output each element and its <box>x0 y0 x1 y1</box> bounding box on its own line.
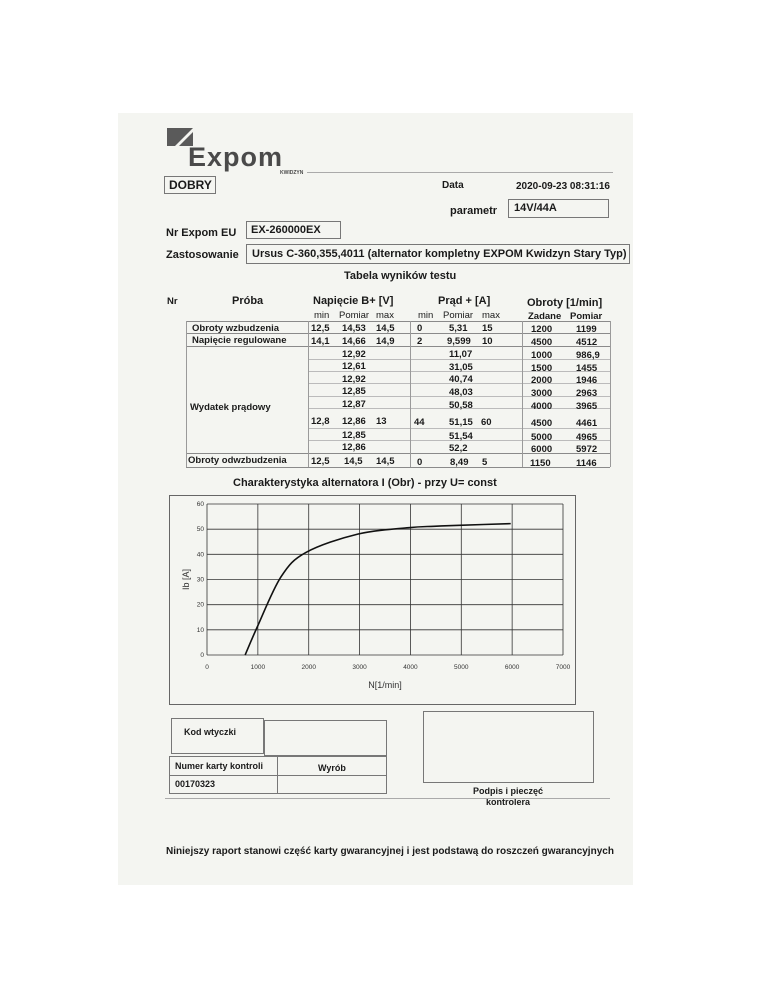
nr-label: Nr Expom EU <box>166 227 237 239</box>
brand-sub: KWIDZYN <box>280 170 304 176</box>
disclaimer: Niniejszy raport stanowi część karty gwarancyjnej i jest podstawą do roszczeń gwarancyjnych <box>166 846 614 857</box>
cell-rset: 2000 <box>531 375 553 386</box>
output-imax: 60 <box>481 417 492 428</box>
cell-imin: 0 <box>417 323 423 334</box>
cell-rset: 1000 <box>531 350 553 361</box>
sub-imin: min <box>418 310 434 321</box>
cell-r: 1199 <box>576 324 597 335</box>
sub-rpomiar: Pomiar <box>570 311 603 322</box>
card-label: Numer karty kontroli <box>175 761 264 771</box>
cell-rset: 3000 <box>531 388 553 399</box>
cell-rset: 1500 <box>531 363 553 374</box>
brand-name: Expom <box>188 142 284 172</box>
cell-imax: 5 <box>482 457 488 468</box>
cell-vmin: 12,5 <box>311 323 330 334</box>
y-tick-label: 20 <box>196 601 204 609</box>
output-row-name: Wydatek prądowy <box>190 402 271 413</box>
cell-rset: 4500 <box>531 418 553 429</box>
param-label: parametr <box>450 205 498 217</box>
cell-i: 11,07 <box>449 349 473 360</box>
cell-r: 1455 <box>576 363 598 374</box>
col-current: Prąd + [A] <box>438 295 491 307</box>
y-tick-label: 10 <box>196 626 204 634</box>
cell-v: 12,85 <box>342 430 366 441</box>
signature-box <box>423 711 594 783</box>
col-rpm: Obroty [1/min] <box>527 297 603 309</box>
cell-imin: 2 <box>417 336 423 347</box>
use-value: Ursus C-360,355,4011 (alternator kompletny EXPOM Kwidzyn Stary Typ) <box>252 248 627 260</box>
cell-v: 12,86 <box>342 442 366 453</box>
row-name: Obroty odwzbudzenia <box>188 455 287 466</box>
cell-i: 52,2 <box>449 443 468 454</box>
cell-i: 8,49 <box>450 457 469 468</box>
cell-vmin: 14,1 <box>311 336 330 347</box>
cell-r: 2963 <box>576 388 598 399</box>
plug-label: Kod wtyczki <box>184 727 237 737</box>
cell-v: 12,61 <box>342 361 366 372</box>
sub-zadane: Zadane <box>528 311 562 322</box>
cell-r: 1946 <box>576 375 598 386</box>
sub-vmax: max <box>376 310 394 321</box>
output-imin: 44 <box>414 417 425 428</box>
y-tick-label: 50 <box>196 526 204 534</box>
cell-rset: 5000 <box>531 432 553 443</box>
y-axis-label: Ib [A] <box>181 568 191 591</box>
cell-v: 12,86 <box>342 416 366 427</box>
cell-vmin: 12,5 <box>311 456 330 467</box>
chart-title: Charakterystyka alternatora I (Obr) - przy U= const <box>233 477 497 489</box>
y-tick-label: 60 <box>196 501 204 508</box>
sub-vmin: min <box>314 310 330 321</box>
cell-r: 4461 <box>576 418 598 429</box>
cell-i: 40,74 <box>449 374 473 385</box>
card-value: 00170323 <box>175 779 216 789</box>
cell-i: 31,05 <box>449 362 473 373</box>
cell-v: 12,85 <box>342 386 366 397</box>
table-title: Tabela wyników testu <box>344 270 457 282</box>
sub-ipomiar: Pomiar <box>443 310 474 321</box>
cell-r: 4512 <box>576 337 598 348</box>
cell-v: 12,87 <box>342 399 366 410</box>
cell-i: 9,599 <box>447 336 471 347</box>
col-nr: Nr <box>167 296 178 307</box>
cell-r: 5972 <box>576 444 598 455</box>
cell-i: 51,15 <box>449 417 473 428</box>
cell-rset: 6000 <box>531 444 553 455</box>
x-axis-label: N[1/min] <box>368 680 402 690</box>
cell-r: 3965 <box>576 401 598 412</box>
use-label: Zastosowanie <box>166 249 239 261</box>
cell-v: 14,5 <box>344 456 363 467</box>
row-name: Obroty wzbudzenia <box>192 323 280 334</box>
cell-r: 4965 <box>576 432 598 443</box>
x-tick-label: 2000 <box>301 664 316 671</box>
cell-v: 12,92 <box>342 349 366 360</box>
x-tick-label: 0 <box>205 664 209 671</box>
cell-rset: 4500 <box>531 337 553 348</box>
output-vmin: 12,8 <box>311 416 330 427</box>
output-vmax: 13 <box>376 416 387 427</box>
cell-imin: 0 <box>417 457 423 468</box>
cell-vmax: 14,5 <box>376 456 395 467</box>
cell-imax: 15 <box>482 323 493 334</box>
cell-r: 986,9 <box>576 350 600 361</box>
x-tick-label: 7000 <box>555 664 571 671</box>
cell-v: 14,53 <box>342 323 366 334</box>
cell-imax: 10 <box>482 336 493 347</box>
y-tick-label: 30 <box>196 576 204 584</box>
date-label: Data <box>442 180 464 191</box>
nr-value: EX-260000EX <box>251 224 321 236</box>
product-label: Wyrób <box>318 763 346 773</box>
cell-v: 14,66 <box>342 336 366 347</box>
signature-label: Podpis i pieczęć kontrolera <box>472 786 544 807</box>
cell-i: 51,54 <box>449 431 473 442</box>
x-tick-label: 1000 <box>250 664 266 671</box>
x-tick-label: 4000 <box>403 664 418 671</box>
x-tick-label: 3000 <box>352 664 367 671</box>
row-name: Napięcie regulowane <box>192 335 287 346</box>
sub-vpomiar: Pomiar <box>339 310 370 321</box>
cell-rset: 1200 <box>531 324 553 335</box>
cell-i: 48,03 <box>449 387 473 398</box>
cell-vmax: 14,5 <box>376 323 395 334</box>
cell-vmax: 14,9 <box>376 336 395 347</box>
cell-rset: 1150 <box>530 458 551 469</box>
col-voltage: Napięcie B+ [V] <box>313 295 394 307</box>
cell-v: 12,92 <box>342 374 366 385</box>
cell-rset: 4000 <box>531 401 553 412</box>
cell-i: 5,31 <box>449 323 468 334</box>
cell-r: 1146 <box>576 458 597 469</box>
cell-i: 50,58 <box>449 400 473 411</box>
status-badge: DOBRY <box>169 178 212 192</box>
col-proba: Próba <box>232 295 264 307</box>
x-tick-label: 6000 <box>504 664 520 671</box>
sub-imax: max <box>482 310 500 321</box>
y-tick-label: 0 <box>200 652 204 659</box>
date-value: 2020-09-23 08:31:16 <box>516 181 610 192</box>
param-value: 14V/44A <box>514 202 557 214</box>
y-tick-label: 40 <box>196 551 204 559</box>
x-tick-label: 5000 <box>454 664 469 671</box>
